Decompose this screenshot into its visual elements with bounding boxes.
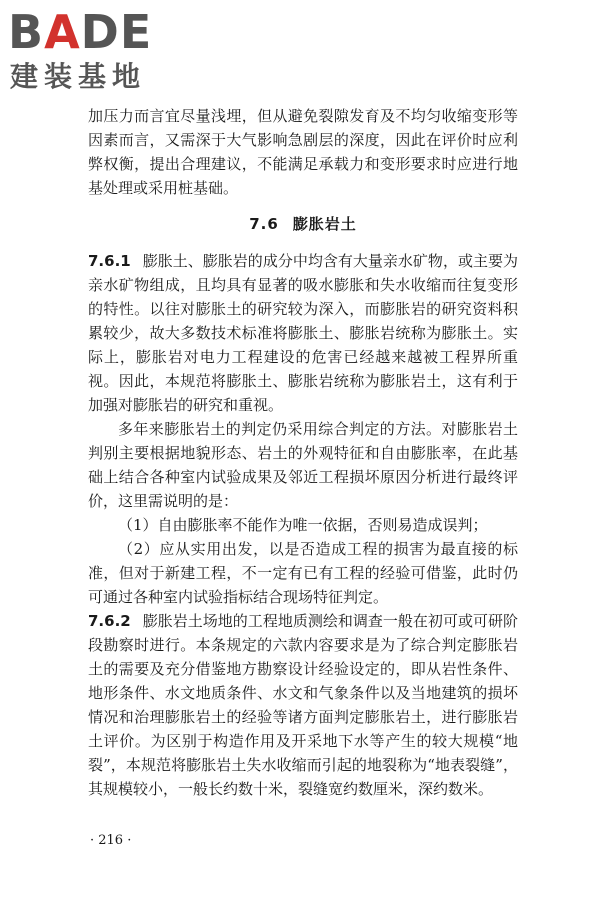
clause-7-6-1-item-2: （2）应从实用出发，以是否造成工程的损害为最直接的标准，但对于新建工程，不一定有已有工程的经验可借鉴，此时仍可通过各种室内试验指标结合现场特征判定。	[88, 540, 518, 606]
page-content	[88, 104, 518, 801]
clause-7-6-1-item-1: （1）自由膨胀率不能作为唯一依据，否则易造成误判；	[118, 516, 488, 534]
page-number: · 216 ·	[90, 833, 132, 848]
clause-number: 7.6.1	[88, 252, 131, 270]
intro-paragraph: 加压力而言宜尽量浅埋，但从避免裂隙发育及不均匀收缩变形等因素而言，又需深于大气影响急剧层的深度，因此在评价时应利弊权衡，提出合理建议，不能满足承载力和变形要求时应进行地基处理或采用桩基础。	[88, 107, 518, 197]
section-number: 7.6	[249, 215, 279, 233]
clause-7-6-2: 7.6.2 膨胀岩土场地的工程地质测绘和调查一般在初可或可研阶段勘察时进行。本条规定的六款内容要求是为了综合判定膨胀岩土的需要及充分借鉴地方勘察设计经验设定的，即从岩性条件、地形条件、水文地质条件、水文和气象条件以及当地建筑的损坏情况和治理膨胀岩土的经验等诸方面判定膨胀岩土，进行膨胀岩土评价。为区别于构造作用及开采地下水等产生的较大规模“地裂”，本规范将膨胀岩土失水收缩而引起的地裂称为“地表裂缝”，其规模较小，一般长约数十米，裂缝宽约数厘米，深约数米。	[88, 612, 518, 798]
clause-7-6-1: 7.6.1 膨胀土、膨胀岩的成分中均含有大量亲水矿物，或主要为亲水矿物组成，且均具有显著的吸水膨胀和失水收缩而往复变形的特性。以往对膨胀土的研究较为深入，而膨胀岩的研究资料积累较少，故大多数技术标准将膨胀土、膨胀岩统称为膨胀土。实际上，膨胀岩对电力工程建设的危害已经越来越被工程界所重视。因此，本规范将膨胀土、膨胀岩统称为膨胀岩土，这有利于加强对膨胀岩的研究和重视。	[88, 252, 518, 414]
clause-number: 7.6.2	[88, 612, 131, 630]
logo-wordmark: BADE	[8, 5, 153, 59]
clause-7-6-1-paragraph-2: 多年来膨胀岩土的判定仍采用综合判定的方法。对膨胀岩土判别主要根据地貌形态、岩土的外观特征和自由膨胀率，在此基础上结合各种室内试验成果及邻近工程损坏原因分析进行最终评价，这里需说明的是：	[88, 420, 518, 510]
bade-logo	[6, 4, 176, 96]
logo-subtitle: 建装基地	[10, 60, 147, 93]
logo-accent-letter: A	[44, 5, 81, 59]
section-heading	[88, 212, 518, 236]
section-title: 膨胀岩土	[292, 215, 357, 233]
